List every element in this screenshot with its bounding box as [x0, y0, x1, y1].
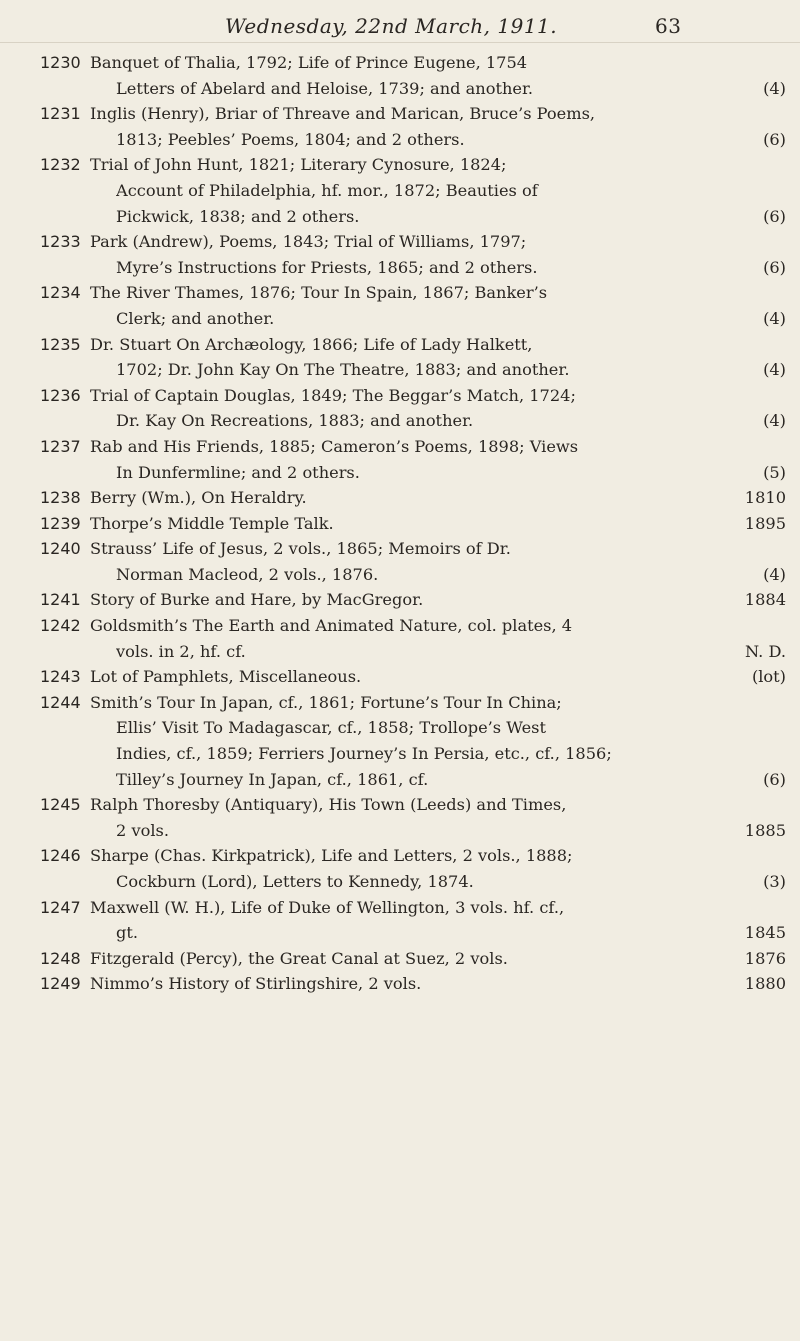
lot-description-line: [90, 485, 786, 511]
lot-description-text: Dr. Kay On Recreations, 1883; and another.: [116, 411, 474, 431]
lot-description-line: Goldsmith’s The Earth and Animated Nature, col. plates, 4: [90, 616, 573, 636]
lot-number: 1244: [40, 692, 81, 712]
lot-entry: [0, 383, 800, 434]
lot-description-line: Park (Andrew), Poems, 1843; Trial of Williams, 1797;: [90, 232, 527, 252]
lot-entry: [0, 971, 800, 997]
page-header: [225, 14, 682, 38]
lot-number: 1242: [40, 616, 81, 636]
lot-description-line: [116, 920, 786, 946]
lot-date-or-count: 1810: [744, 488, 786, 508]
lot-number: 1238: [40, 488, 81, 508]
lot-description-text: Clerk; and another.: [116, 308, 275, 328]
lot-description-line: [116, 562, 786, 588]
lot-number: 1246: [40, 846, 81, 866]
lot-description-line: Trial of John Hunt, 1821; Literary Cynosure, 1824;: [90, 155, 507, 175]
lot-description-line: [90, 946, 786, 972]
lot-date-or-count: 1880: [744, 974, 786, 994]
lot-number: 1231: [40, 104, 81, 124]
lot-description-line: [116, 639, 786, 665]
lot-description-line: Smith’s Tour In Japan, cf., 1861; Fortune’s Tour In China;: [90, 692, 562, 712]
lot-description-line: [116, 76, 786, 102]
lot-date-or-count: 1876: [744, 948, 786, 968]
lot-description-line: Strauss’ Life of Jesus, 2 vols., 1865; Memoirs of Dr.: [90, 539, 511, 559]
lot-description-line: [116, 204, 786, 230]
lot-description-line: Rab and His Friends, 1885; Cameron’s Poems, 1898; Views: [90, 436, 579, 456]
lot-date-or-count: (6): [763, 769, 786, 789]
lot-entry: [0, 613, 800, 664]
lot-description-text: In Dunfermline; and 2 others.: [116, 462, 360, 482]
lot-date-or-count: (6): [763, 129, 786, 149]
lot-number: 1243: [40, 667, 81, 687]
lot-number: 1230: [40, 53, 81, 72]
lot-description-text: Thorpe’s Middle Temple Talk.: [90, 513, 334, 533]
lot-entry: [0, 50, 800, 101]
lot-number: 1247: [40, 897, 81, 917]
lot-entry: [0, 664, 800, 690]
lot-description-text: Tilley’s Journey In Japan, cf., 1861, cf.: [116, 769, 429, 789]
lot-description-line: Trial of Captain Douglas, 1849; The Beggar’s Match, 1724;: [90, 385, 576, 405]
lot-number: 1241: [40, 590, 81, 610]
lot-date-or-count: (4): [763, 360, 786, 380]
lot-date-or-count: (6): [763, 206, 786, 226]
lot-number: 1232: [40, 155, 81, 175]
lot-entry: [0, 587, 800, 613]
lot-description-text: Myre’s Instructions for Priests, 1865; and 2 others.: [116, 257, 538, 277]
lot-number: 1236: [40, 385, 81, 405]
lot-entry: [0, 280, 800, 331]
lot-description-line: [90, 971, 786, 997]
page-number: 63: [655, 14, 682, 38]
header-rule: [0, 42, 800, 43]
lot-description-text: 1813; Peebles’ Poems, 1804; and 2 others.: [116, 129, 465, 149]
lot-date-or-count: (3): [763, 872, 786, 891]
lot-description-line: [116, 127, 786, 153]
lot-description-text: Story of Burke and Hare, by MacGregor.: [90, 590, 424, 610]
lot-entry: [0, 229, 800, 280]
lot-description-line: [90, 664, 786, 690]
lot-description-line: [116, 869, 786, 895]
lot-description-line: [116, 767, 786, 793]
lot-description-text: Norman Macleod, 2 vols., 1876.: [116, 564, 379, 584]
lot-date-or-count: (lot): [751, 667, 786, 687]
lot-description-text: Letters of Abelard and Heloise, 1739; and another.: [116, 78, 534, 98]
header-title: Wednesday, 22nd March, 1911.: [225, 14, 558, 38]
lot-description-line: Sharpe (Chas. Kirkpatrick), Life and Letters, 2 vols., 1888;: [90, 846, 573, 866]
lot-description-line: Ellis’ Visit To Madagascar, cf., 1858; Trollope’s West: [116, 718, 546, 738]
lot-number: 1248: [40, 948, 81, 968]
lot-date-or-count: 1845: [744, 923, 786, 943]
lot-date-or-count: 1895: [744, 513, 786, 533]
lot-date-or-count: (4): [763, 78, 786, 98]
lot-number: 1235: [40, 334, 81, 354]
lot-description-line: [116, 460, 786, 486]
lot-description-line: Indies, cf., 1859; Ferriers Journey’s In Persia, etc., cf., 1856;: [116, 744, 612, 764]
lot-number: 1233: [40, 232, 81, 252]
lot-number: 1237: [40, 436, 81, 456]
lot-entry: [0, 434, 800, 485]
lot-entry: [0, 690, 800, 792]
lot-number: 1234: [40, 283, 81, 303]
lot-date-or-count: (4): [763, 411, 786, 431]
lot-description-line: [116, 357, 786, 383]
lot-entry: [0, 843, 800, 894]
lot-description-text: Pickwick, 1838; and 2 others.: [116, 206, 360, 226]
lot-entry: [0, 946, 800, 972]
lot-description-line: Maxwell (W. H.), Life of Duke of Wellington, 3 vols. hf. cf.,: [90, 897, 565, 917]
lot-date-or-count: (4): [763, 308, 786, 328]
lot-description-line: [90, 587, 786, 613]
lot-description-line: [116, 818, 786, 844]
lot-entry: [0, 485, 800, 511]
lot-entry: [0, 792, 800, 843]
lot-number: 1239: [40, 513, 81, 533]
lot-description-text: Nimmo’s History of Stirlingshire, 2 vols.: [90, 974, 422, 994]
lot-date-or-count: (5): [763, 462, 786, 482]
lot-date-or-count: (4): [763, 564, 786, 584]
lot-description-text: Cockburn (Lord), Letters to Kennedy, 1874.: [116, 872, 474, 891]
lot-description-line: The River Thames, 1876; Tour In Spain, 1867; Banker’s: [90, 283, 548, 303]
lot-description-text: Berry (Wm.), On Heraldry.: [90, 488, 307, 508]
lot-entry: [0, 332, 800, 383]
lot-description-text: Lot of Pamphlets, Miscellaneous.: [90, 667, 362, 687]
lot-description-text: gt.: [116, 923, 139, 943]
lot-description-line: Dr. Stuart On Archæology, 1866; Life of Lady Halkett,: [90, 334, 533, 354]
lot-description-text: Fitzgerald (Percy), the Great Canal at Suez, 2 vols.: [90, 948, 508, 968]
lot-description-line: Ralph Thoresby (Antiquary), His Town (Leeds) and Times,: [90, 795, 567, 815]
lot-description-line: [90, 511, 786, 537]
lot-entry: [0, 511, 800, 537]
lot-entry: [0, 101, 800, 152]
lot-description-line: [116, 408, 786, 434]
lot-number: 1240: [40, 539, 81, 559]
lot-description-line: Inglis (Henry), Briar of Threave and Marican, Bruce’s Poems,: [90, 104, 596, 124]
lot-description-text: vols. in 2, hf. cf.: [116, 641, 246, 661]
lot-description-line: [116, 255, 786, 281]
lot-date-or-count: (6): [763, 257, 786, 277]
lot-description-line: [116, 306, 786, 332]
lot-entry: [0, 152, 800, 229]
lot-entry: [0, 895, 800, 946]
lot-date-or-count: 1884: [744, 590, 786, 610]
lot-entry: [0, 536, 800, 587]
lot-description-line: Account of Philadelphia, hf. mor., 1872; Beauties of: [116, 180, 538, 200]
lot-description-text: 2 vols.: [116, 820, 169, 840]
lot-date-or-count: N. D.: [745, 641, 786, 661]
lot-description-line: Banquet of Thalia, 1792; Life of Prince Eugene, 1754: [90, 53, 528, 72]
lot-description-text: 1702; Dr. John Kay On The Theatre, 1883; and another.: [116, 360, 570, 380]
lot-date-or-count: 1885: [744, 820, 786, 840]
lot-number: 1249: [40, 974, 81, 994]
lot-list: [0, 50, 800, 997]
lot-number: 1245: [40, 795, 81, 815]
